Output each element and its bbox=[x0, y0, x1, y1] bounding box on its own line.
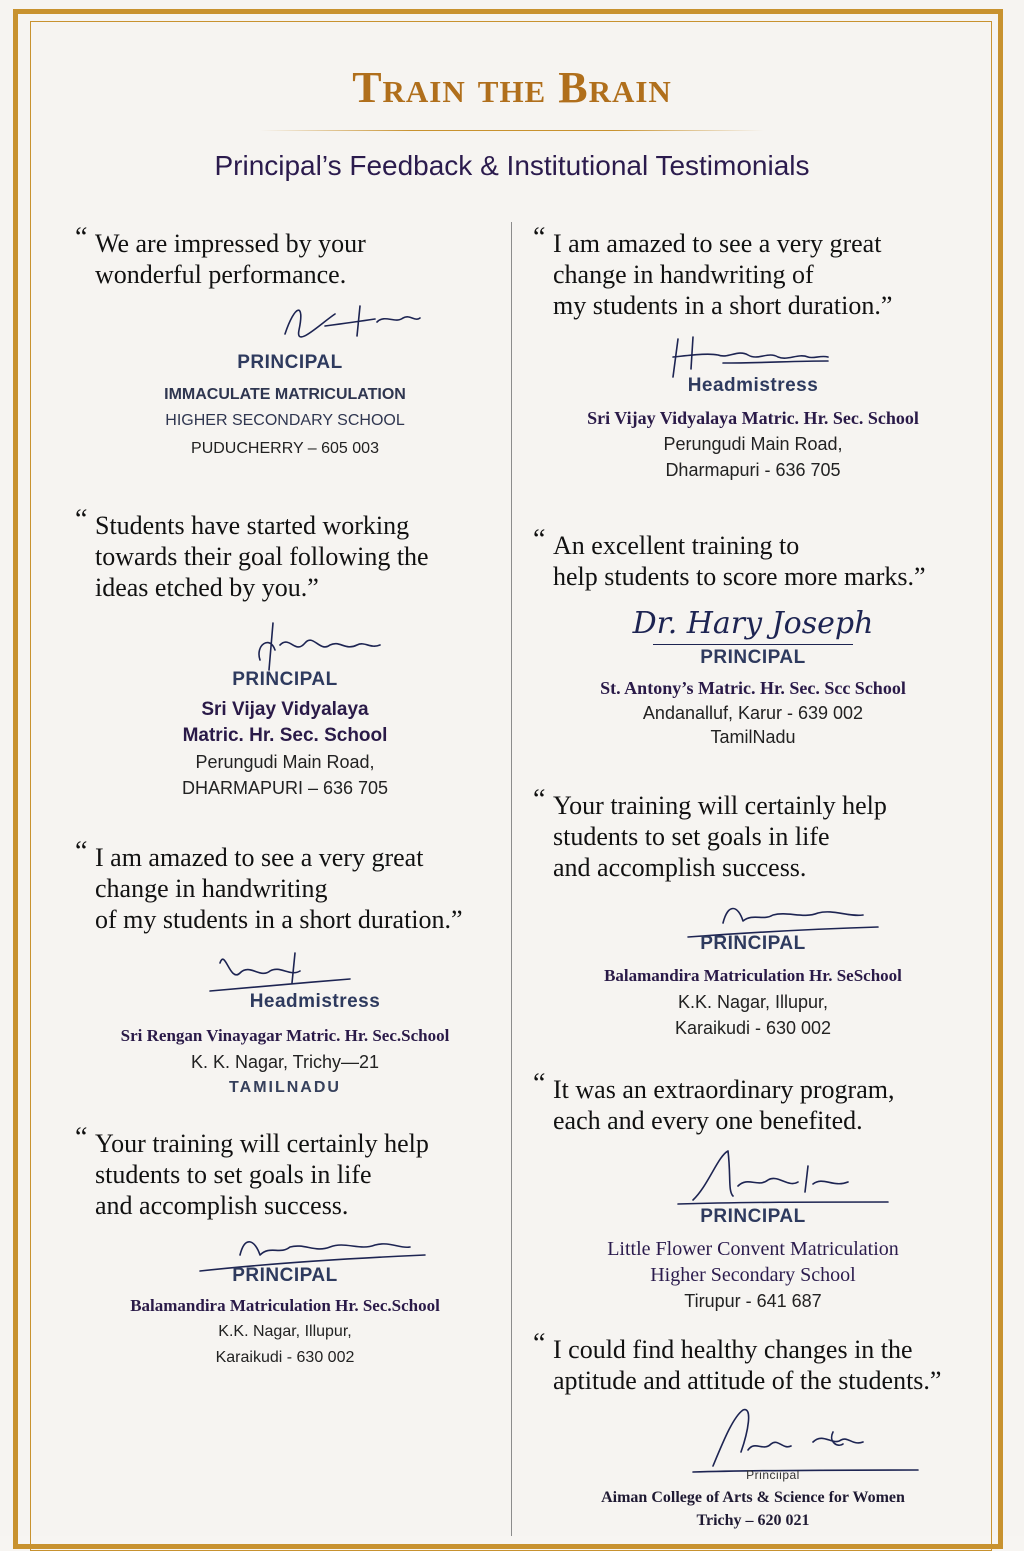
page-title: Train the Brain bbox=[352, 63, 672, 112]
school-address-line2: Dharmapuri - 636 705 bbox=[665, 460, 841, 480]
testimonial-quote: “ Your training will certainly help students to set goals in life and accomplish success. bbox=[75, 1122, 429, 1220]
testimonial-right-5 bbox=[533, 1328, 973, 1532]
school-name-line2: HIGHER SECONDARY SCHOOL bbox=[165, 412, 405, 429]
signatory-role: PRINCIPAL bbox=[232, 1265, 338, 1286]
signature bbox=[235, 615, 385, 677]
school-address-line2: Karaikudi - 630 002 bbox=[215, 1349, 355, 1366]
school-name-line2: Higher Secondary School bbox=[650, 1264, 856, 1286]
school-name: Little Flower Convent Matriculation bbox=[607, 1238, 899, 1260]
testimonial-left-1 bbox=[75, 222, 495, 462]
testimonial-quote: “ It was an extraordinary program, each and every one benefited. bbox=[533, 1068, 895, 1135]
signature bbox=[663, 329, 833, 381]
school-address: Trichy – 620 021 bbox=[696, 1512, 810, 1529]
school-address: Andanalluf, Karur - 639 002 bbox=[642, 703, 864, 723]
title-underline bbox=[260, 130, 764, 131]
school-name-line2: Matric. Hr. Sec. School bbox=[182, 725, 388, 746]
school-address: PUDUCHERRY – 605 003 bbox=[191, 440, 379, 457]
signatory-role: PRINCIPAL bbox=[700, 647, 806, 668]
school-address: Perungudi Main Road, bbox=[663, 434, 843, 454]
signatory-role: Princiipal bbox=[746, 1468, 800, 1482]
school-name: Balamandira Matriculation Hr. SeSchool bbox=[604, 966, 902, 985]
school-name: Sri Vijay Vidyalaya Matric. Hr. Sec. School bbox=[587, 408, 919, 428]
testimonial-quote: “ An excellent training to help students to score more marks.” bbox=[533, 524, 926, 591]
testimonial-left-2 bbox=[75, 504, 495, 801]
signatory-role: Headmistress bbox=[249, 991, 381, 1012]
signature: Dr. Hary Joseph bbox=[632, 606, 874, 641]
testimonial-right-2 bbox=[533, 524, 973, 749]
school-address-line2: Karaikudi - 630 002 bbox=[674, 1018, 832, 1038]
signature bbox=[673, 1146, 893, 1210]
school-address-line2: TAMILNADU bbox=[229, 1079, 341, 1096]
school-name: Aiman College of Arts & Science for Women bbox=[601, 1489, 905, 1506]
signature bbox=[683, 1402, 923, 1476]
testimonial-quote: “ Students have started working towards their goal following the ideas etched by you.” bbox=[75, 504, 429, 602]
testimonial-left-4 bbox=[75, 1122, 495, 1371]
page-subtitle: Principal’s Feedback & Institutional Testimonials bbox=[214, 150, 810, 181]
school-address: Tirupur - 641 687 bbox=[684, 1291, 822, 1311]
testimonial-quote: “ I am amazed to see a very great change in handwriting of my students in a short duration.” bbox=[75, 836, 463, 934]
school-address: K. K. Nagar, Trichy—21 bbox=[190, 1052, 380, 1072]
school-name: Sri Rengan Vinayagar Matric. Hr. Sec.School bbox=[120, 1026, 450, 1045]
testimonial-right-3 bbox=[533, 784, 973, 1041]
testimonial-quote: “ We are impressed by your wonderful performance. bbox=[75, 222, 366, 289]
signatory-role: PRINCIPAL bbox=[232, 669, 338, 690]
testimonial-quote: “ I am amazed to see a very great change in handwriting of my students in a short duration.” bbox=[533, 222, 893, 320]
signature-line bbox=[653, 644, 853, 645]
school-address: K.K. Nagar, Illupur, bbox=[677, 992, 829, 1012]
testimonial-quote: “ Your training will certainly help students to set goals in life and accomplish success. bbox=[533, 784, 887, 882]
signatory-role: Headmistress bbox=[687, 375, 819, 396]
school-name: St. Antony’s Matric. Hr. Sec. Scc School bbox=[600, 678, 906, 698]
school-address-line2: TamilNadu bbox=[710, 727, 796, 747]
testimonial-quote: “ I could find healthy changes in the aptitude and attitude of the students.” bbox=[533, 1328, 942, 1395]
signatory-role: PRINCIPAL bbox=[700, 1206, 806, 1227]
signature bbox=[265, 294, 425, 356]
school-address: Perungudi Main Road, bbox=[195, 752, 375, 772]
school-name: Sri Vijay Vidyalaya bbox=[201, 699, 369, 720]
column-divider bbox=[511, 222, 512, 1536]
signatory-role: PRINCIPAL bbox=[700, 933, 806, 954]
school-address: K.K. Nagar, Illupur, bbox=[218, 1323, 352, 1340]
testimonial-right-1 bbox=[533, 222, 973, 483]
testimonial-left-3 bbox=[75, 836, 495, 1101]
signatory-role: PRINCIPAL bbox=[237, 352, 343, 373]
school-name: IMMACULATE MATRICULATION bbox=[164, 386, 406, 403]
school-address-line2: DHARMAPURI – 636 705 bbox=[181, 778, 389, 798]
testimonial-right-4 bbox=[533, 1068, 973, 1314]
school-name: Balamandira Matriculation Hr. Sec.School bbox=[130, 1296, 440, 1315]
